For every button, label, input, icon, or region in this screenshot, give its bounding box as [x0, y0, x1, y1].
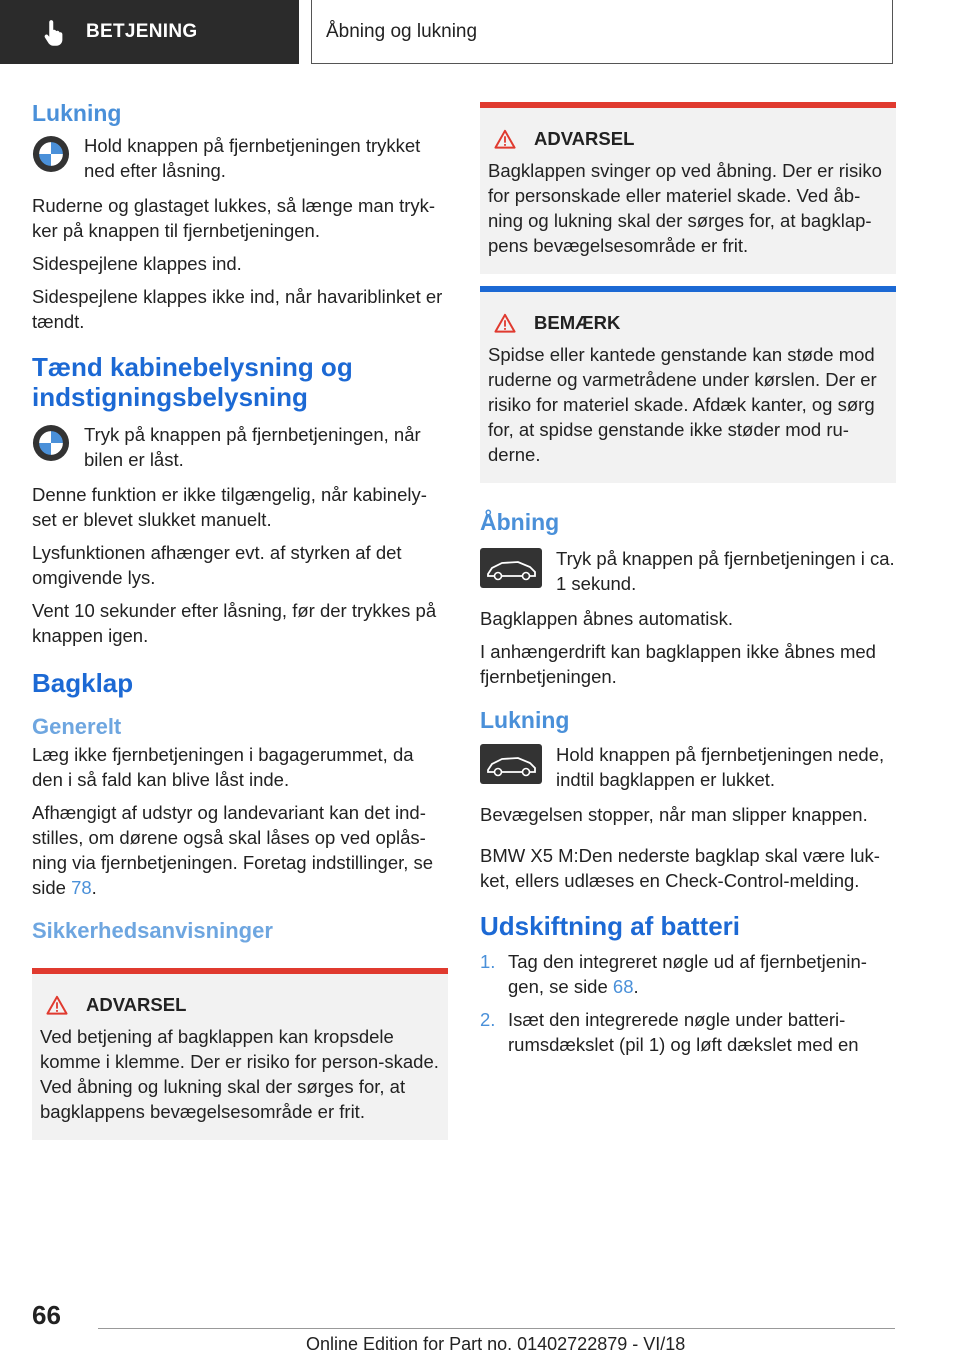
warning-box [32, 968, 448, 1140]
list-item [480, 1007, 896, 1057]
lukning-instruction-row [32, 133, 448, 183]
footer-edition: Online Edition for Part no. 01402722879 - VI/18 [306, 1334, 686, 1354]
warning-box [480, 102, 896, 274]
car-tailgate-icon [480, 548, 542, 588]
note-box [480, 286, 896, 483]
page-header [0, 0, 960, 66]
kabine-heading: Tænd kabinebelysning og indstigningsbelysning [32, 352, 353, 412]
warning-triangle-icon [494, 313, 516, 333]
lukning-instruction-text: Hold knappen på fjernbetjeningen trykket ned efter låsning. [84, 135, 421, 181]
page-link-68[interactable]: 68 [612, 976, 634, 997]
section-tab [0, 0, 299, 64]
page-link-78[interactable]: 78 [71, 877, 92, 898]
page-number: 66 [32, 1300, 61, 1330]
step-text: Isæt den integrerede nøgle under batteri-rumsdækslet (pil 1) og løft dækslet med en [508, 1009, 859, 1055]
batteri-heading: Udskiftning af batteri [480, 911, 741, 941]
warning-text: Ved betjening af bagklappen kan kropsdele komme i klemme. Der er risiko for person-skade. Ved åbning og lukning skal der sørges for, at bagklappens bevægelsesområde er frit. [40, 1026, 439, 1122]
note-title: BEMÆRK [534, 312, 621, 333]
lukning-heading-left: Lukning [32, 100, 122, 126]
lukning-right-paragraph: Bevægelsen stopper, når man slipper knappen. [480, 804, 868, 825]
list-item [480, 949, 896, 999]
generelt-text: Afhængigt af udstyr og landevariant kan det ind-stilles, om dørene også skal låses op ved oplås-ning via fjernbetjeningen. Foretag indstillinger, se side [32, 802, 434, 898]
car-tailgate-icon [480, 744, 542, 784]
warning-triangle-icon [46, 995, 68, 1015]
lukning-right-instruction-row [480, 742, 896, 792]
generelt-heading: Generelt [32, 714, 122, 739]
kabine-paragraph: Denne funktion er ikke tilgængelig, når kabinely-set er blevet slukket manuelt. [32, 484, 427, 530]
note-header [488, 312, 888, 334]
right-column [480, 102, 896, 1065]
bmw-logo-icon [32, 424, 70, 462]
chapter-tab [311, 0, 893, 64]
battery-steps [480, 949, 896, 1057]
warning-title: ADVARSEL [86, 994, 187, 1015]
lukning-paragraph: Sidespejlene klappes ikke ind, når havariblinket er tændt. [32, 286, 443, 332]
abning-instruction-row [480, 546, 896, 596]
abning-paragraph: Bagklappen åbnes automatisk. [480, 608, 734, 629]
abning-heading: Åbning [480, 509, 560, 535]
step-text-part: Tag den integreret nøgle ud af fjernbetjenin-gen, se side [508, 951, 867, 997]
abning-paragraph: I anhængerdrift kan bagklappen ikke åbnes med fjernbetjeningen. [480, 641, 876, 687]
step-number: 2. [480, 1009, 496, 1030]
lukning-paragraph: Ruderne og glastaget lukkes, så længe man tryk-ker på knappen til fjernbetjeningen. [32, 195, 436, 241]
lukning-right-paragraph: BMW X5 M:Den nederste bagklap skal være luk-ket, ellers udlæses en Check-Control-melding. [480, 845, 880, 891]
sikkerhed-heading: Sikkerhedsanvisninger [32, 918, 273, 943]
warning-header [488, 128, 888, 150]
generelt-paragraph-2 [32, 800, 448, 900]
lukning-paragraph: Sidespejlene klappes ind. [32, 253, 242, 274]
abning-instruction-text: Tryk på knappen på fjernbetjeningen i ca. 1 sekund. [556, 548, 895, 594]
left-column [32, 100, 448, 1140]
kabine-instruction-text: Tryk på knappen på fjernbetjeningen, når bilen er låst. [84, 424, 421, 470]
generelt-text-end: . [91, 877, 97, 898]
warning-header [40, 994, 440, 1016]
lukning-heading-right: Lukning [480, 707, 570, 733]
bmw-logo-icon [32, 135, 70, 173]
kabine-paragraph: Lysfunktionen afhænger evt. af styrken af det omgivende lys. [32, 542, 402, 588]
warning-text: Bagklappen svinger op ved åbning. Der er risiko for personskade eller materiel skade. Ved åb-ning og lukning skal der sørges for, at bagklap-pens bevægelsesområde er frit. [488, 160, 882, 256]
hand-pointer-icon [40, 17, 70, 47]
chapter-tab-label: Åbning og lukning [326, 20, 478, 42]
note-text: Spidse eller kantede genstande kan støde mod ruderne og varmetrådene under kørslen. Der er risiko for materiel skade. Afdæk kanter, og sørg for, at spidse genstande ikke støder mod ru-derne. [488, 344, 877, 465]
step-text [508, 949, 896, 999]
footer-divider [98, 1328, 895, 1329]
warning-triangle-icon [494, 129, 516, 149]
kabine-instruction-row [32, 422, 448, 472]
bagklap-heading: Bagklap [32, 668, 134, 698]
generelt-paragraph: Læg ikke fjernbetjeningen i bagagerummet, da den i så fald kan blive låst inde. [32, 744, 414, 790]
kabine-paragraph: Vent 10 sekunder efter låsning, før der trykkes på knappen igen. [32, 600, 437, 646]
warning-title: ADVARSEL [534, 128, 635, 149]
section-tab-label: BETJENING [86, 21, 198, 42]
lukning-right-instruction-text: Hold knappen på fjernbetjeningen nede, indtil bagklappen er lukket. [556, 744, 885, 790]
step-number: 1. [480, 951, 496, 972]
step-text-end: . [633, 976, 639, 997]
